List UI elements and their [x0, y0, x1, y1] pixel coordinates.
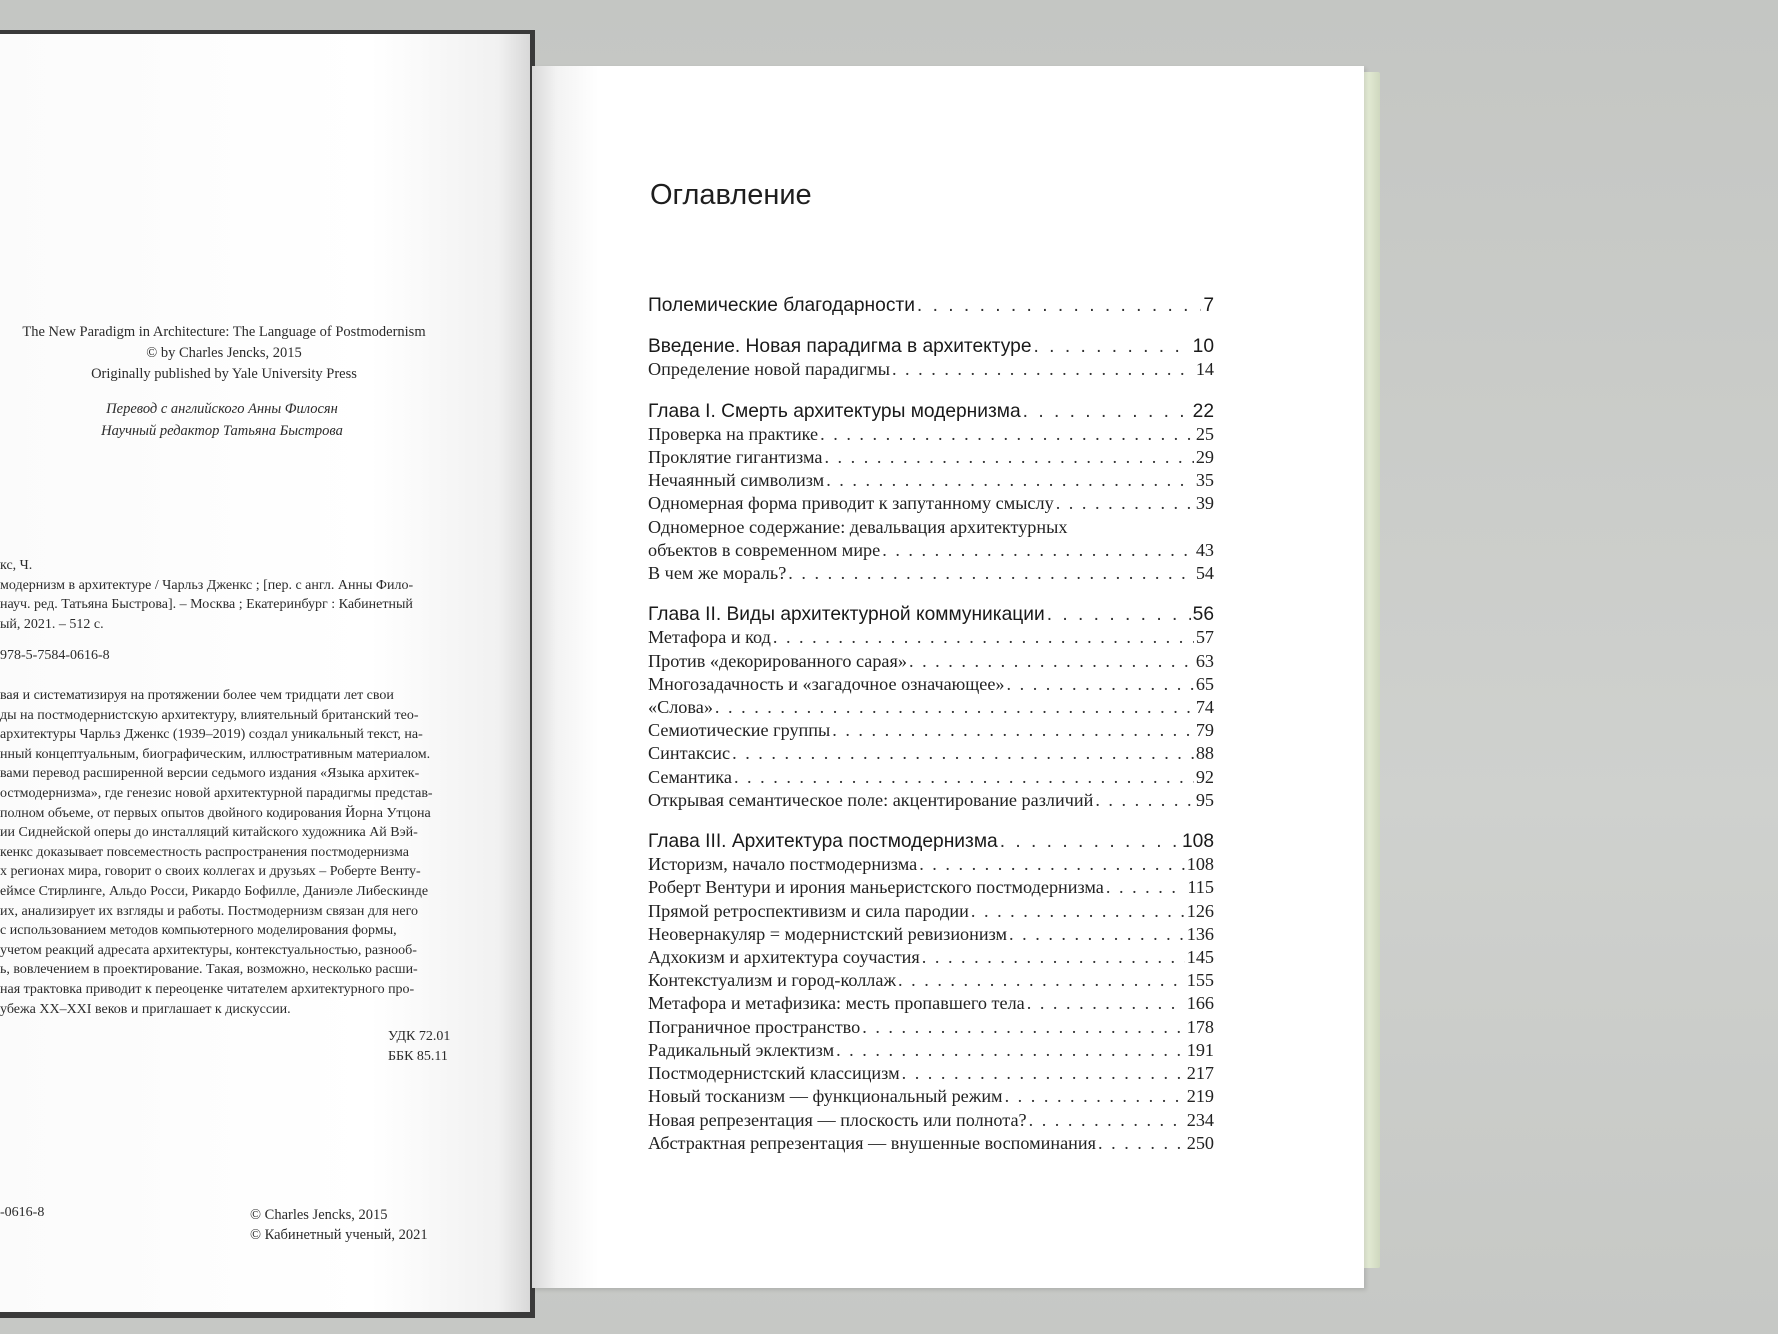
toc-section-entry — [648, 1062, 1214, 1085]
toc-section-entry — [648, 423, 1214, 446]
toc-section-entry — [648, 696, 1214, 719]
annotation-line: нный концептуальным, биографическим, иллюстративным материалом. — [0, 746, 431, 762]
toc-section-entry — [648, 1085, 1214, 1108]
toc-section-entry — [648, 562, 1214, 585]
toc-dot-leader — [836, 1039, 1185, 1062]
toc-entry-title: Новая репрезентация — плоскость или полнота? — [648, 1109, 1027, 1130]
toc-entry-title: Против «декорированного сарая» — [648, 650, 907, 671]
toc-dot-leader — [1023, 400, 1191, 423]
original-title: The New Paradigm in Architecture: The Language of Postmodernism — [22, 324, 426, 340]
toc-page-number: 191 — [1186, 1039, 1214, 1060]
toc-section-entry — [648, 853, 1214, 876]
toc-dot-leader — [1056, 492, 1194, 515]
toc-dot-leader — [971, 900, 1185, 923]
toc-entry-title: Роберт Вентури и ирония маньеристского постмодернизма — [648, 877, 1104, 898]
toc-section-entry — [648, 539, 1214, 562]
toc-dot-leader — [1000, 830, 1180, 853]
toc-entry-title: Пограничное пространство — [648, 1016, 861, 1037]
annotation-line: их, анализирует их взгляды и работы. Постмодернизм связан для него — [0, 903, 419, 919]
toc-section-entry — [648, 946, 1214, 969]
toc-entry-title: Проклятие гигантизма — [648, 447, 823, 468]
toc-page-number: 155 — [1186, 970, 1214, 991]
toc-dot-leader — [1027, 992, 1185, 1015]
toc-entry-title: Историзм, начало постмодернизма — [648, 854, 918, 875]
toc-dot-leader — [1095, 789, 1193, 812]
udk-code: УДК 72.01 — [388, 1029, 451, 1044]
toc-page-number: 74 — [1195, 697, 1214, 718]
toc-section-entry — [648, 766, 1214, 789]
toc-section-entry — [648, 923, 1214, 946]
toc-entry-title: Полемические благодарности — [648, 295, 915, 316]
toc-page-number: 250 — [1186, 1132, 1214, 1153]
toc-page-number: 10 — [1192, 336, 1214, 358]
toc-section-entry — [648, 1109, 1214, 1132]
copyright-author: © Charles Jencks, 2015 — [250, 1207, 388, 1223]
toc-page-number: 234 — [1186, 1109, 1214, 1130]
isbn-short: -0616-8 — [0, 1205, 45, 1220]
toc-page-number: 178 — [1186, 1016, 1214, 1037]
toc-page-number: 54 — [1195, 563, 1214, 584]
classification-codes — [388, 1027, 450, 1067]
toc-section-entry — [648, 469, 1214, 492]
toc-dot-leader — [1009, 923, 1185, 946]
toc-page-number: 108 — [1181, 831, 1214, 853]
right-page — [532, 66, 1364, 1288]
toc-dot-leader — [922, 946, 1185, 969]
toc-dot-leader — [1106, 876, 1186, 899]
table-of-contents — [648, 294, 1214, 1155]
toc-section-entry — [648, 626, 1214, 649]
bibliographic-record — [0, 556, 413, 634]
toc-entry-title: Абстрактная репрезентация — внушенные воспоминания — [648, 1132, 1097, 1153]
toc-entry-title: объектов в современном мире — [648, 539, 881, 560]
toc-entry-title: Семиотические группы — [648, 720, 831, 741]
toc-section-entry — [648, 969, 1214, 992]
toc-page-number: 115 — [1187, 877, 1214, 898]
editor-line: Научный редактор Татьяна Быстрова — [101, 423, 343, 439]
translation-credits — [72, 398, 372, 442]
toc-section-entry — [648, 1039, 1214, 1062]
toc-page-number: 217 — [1186, 1063, 1214, 1084]
toc-entry-title: Новый тосканизм — функциональный режим — [648, 1086, 1003, 1107]
toc-dot-leader — [1098, 1132, 1185, 1155]
annotation-line: ь, вовлечением в проектирование. Такая, возможно, несколько расши- — [0, 962, 418, 978]
toc-entry-title: Одномерная форма приводит к запутанному смыслу — [648, 493, 1054, 514]
toc-entry-title-line: Одномерное содержание: девальвация архитектурных — [648, 516, 1068, 537]
bbk-code: ББК 85.11 — [388, 1049, 448, 1064]
bib-line: кс, Ч. — [0, 558, 33, 573]
toc-page-number: 136 — [1186, 923, 1214, 944]
toc-section-entry — [648, 789, 1214, 812]
toc-page-number: 108 — [1186, 854, 1214, 875]
toc-page-number: 63 — [1195, 650, 1214, 671]
annotation-line: с использованием методов компьютерного моделирования формы, — [0, 923, 397, 939]
toc-dot-leader — [919, 853, 1185, 876]
toc-page-number: 65 — [1195, 673, 1214, 694]
toc-entry-title: Неовернакуляр = модернистский ревизионизм — [648, 923, 1008, 944]
toc-entry-title: Метафора и код — [648, 627, 771, 648]
toc-chapter-entry — [648, 400, 1214, 423]
toc-entry-title: Адхокизм и архитектура соучастия — [648, 947, 920, 968]
toc-page-number: 29 — [1195, 447, 1214, 468]
copyright-publisher: © Кабинетный ученый, 2021 — [250, 1227, 428, 1243]
toc-dot-leader — [820, 423, 1194, 446]
toc-page-number: 57 — [1195, 627, 1214, 648]
toc-dot-leader — [1047, 603, 1191, 626]
toc-chapter-entry — [648, 335, 1214, 358]
toc-entry-title: Определение новой парадигмы — [648, 359, 890, 380]
annotation-line: х регионах мира, говорит о своих коллегах и друзьях – Роберте Венту- — [0, 864, 421, 880]
annotation-line: полном объеме, от первых опытов двойного кодирования Йорна Утцона — [0, 805, 431, 821]
toc-page-number: 39 — [1195, 493, 1214, 514]
toc-section-entry — [648, 1132, 1214, 1155]
toc-section-entry — [648, 992, 1214, 1015]
toc-entry-title: Глава II. Виды архитектурной коммуникации — [648, 604, 1045, 626]
annotation-line: архитектуры Чарльз Дженкс (1939–2019) создал уникальный текст, на- — [0, 727, 423, 743]
annotation-line: убежа XX–XXI веков и приглашает к дискуссии. — [0, 1001, 291, 1017]
translator-line: Перевод с английского Анны Филосян — [106, 401, 338, 417]
toc-page-number: 25 — [1195, 423, 1214, 444]
toc-section-entry — [648, 742, 1214, 765]
toc-dot-leader — [892, 358, 1194, 381]
annotation-line: ды на постмодернистскую архитектуру, влиятельный британский тео- — [0, 707, 419, 723]
toc-dot-leader — [832, 719, 1194, 742]
toc-chapter-entry — [648, 294, 1214, 317]
left-page — [0, 34, 530, 1312]
toc-section-entry — [648, 876, 1214, 899]
toc-dot-leader — [1029, 1109, 1185, 1132]
annotation-line: кенкс доказывает повсеместность распространения постмодернизма — [0, 844, 409, 860]
toc-section-entry — [648, 358, 1214, 381]
annotation-line: ная трактовка приводит к переоценке читателем архитектурного про- — [0, 981, 415, 997]
toc-page-number: 88 — [1195, 743, 1214, 764]
toc-entry-title: Радикальный эклектизм — [648, 1039, 835, 1060]
original-copyright: © by Charles Jencks, 2015 — [146, 345, 302, 361]
toc-entry-title: Синтаксис — [648, 743, 731, 764]
toc-dot-leader — [1007, 673, 1194, 696]
toc-entry-title: Проверка на практике — [648, 423, 819, 444]
toc-page-number: 7 — [1203, 295, 1214, 316]
toc-section-entry — [648, 446, 1214, 469]
toc-dot-leader — [898, 969, 1185, 992]
toc-entry-title: В чем же мораль? — [648, 563, 787, 584]
annotation-paragraph — [0, 686, 433, 1019]
toc-dot-leader — [862, 1016, 1184, 1039]
toc-section-entry — [648, 900, 1214, 923]
toc-dot-leader — [732, 742, 1194, 765]
toc-dot-leader — [917, 294, 1201, 317]
toc-entry-title: Прямой ретроспективизм и сила пародии — [648, 900, 969, 921]
toc-dot-leader — [734, 766, 1194, 789]
annotation-line: учетом реакций адресата архитектуры, контекстуальностью, разнооб- — [0, 942, 417, 958]
bib-line: модернизм в архитектуре / Чарльз Дженкс ; [пер. с англ. Анны Фило- — [0, 577, 414, 593]
toc-page-number: 35 — [1195, 470, 1214, 491]
toc-heading: Оглавление — [650, 179, 812, 211]
toc-entry-title: Семантика — [648, 766, 732, 787]
isbn: 978-5-7584-0616-8 — [0, 648, 110, 663]
toc-dot-leader — [826, 469, 1194, 492]
toc-entry-title: Глава III. Архитектура постмодернизма — [648, 831, 998, 853]
toc-section-entry — [648, 492, 1214, 515]
toc-page-number: 219 — [1186, 1086, 1214, 1107]
toc-dot-leader — [715, 696, 1194, 719]
annotation-line: вами перевод расширенной версии седьмого издания «Языка архитек- — [0, 766, 420, 782]
toc-dot-leader — [1034, 335, 1191, 358]
bib-line: науч. ред. Татьяна Быстрова]. – Москва ; Екатеринбург : Кабинетный — [0, 597, 413, 612]
toc-dot-leader — [1005, 1085, 1185, 1108]
toc-section-entry — [648, 673, 1214, 696]
annotation-line: ии Сиднейской оперы до инсталляций китайского художника Ай Вэй- — [0, 825, 418, 841]
toc-page-number: 79 — [1195, 720, 1214, 741]
toc-entry-title: Открывая семантическое поле: акцентирование различий — [648, 789, 1094, 810]
toc-entry-title: Контекстуализм и город-коллаж — [648, 970, 897, 991]
toc-dot-leader — [788, 562, 1194, 585]
bib-line: ый, 2021. – 512 с. — [0, 616, 104, 632]
annotation-line: остмодернизма», где генезис новой архитектурной парадигмы представ- — [0, 785, 433, 801]
toc-dot-leader — [773, 626, 1194, 649]
toc-dot-leader — [882, 539, 1194, 562]
original-edition-credits — [15, 322, 433, 385]
toc-page-number: 43 — [1195, 539, 1214, 560]
copyright-block — [250, 1205, 428, 1245]
toc-section-entry — [648, 1016, 1214, 1039]
toc-entry-title: Многозадачность и «загадочное означающее» — [648, 673, 1005, 694]
toc-page-number: 126 — [1186, 900, 1214, 921]
toc-entry-title: Глава I. Смерть архитектуры модернизма — [648, 400, 1021, 422]
toc-page-number: 95 — [1195, 789, 1214, 810]
toc-chapter-entry — [648, 830, 1214, 853]
toc-section-entry — [648, 719, 1214, 742]
original-publisher: Originally published by Yale University Press — [91, 366, 357, 382]
toc-entry-title: Нечаянный символизм — [648, 470, 825, 491]
toc-dot-leader — [824, 446, 1193, 469]
toc-page-number: 56 — [1192, 604, 1214, 626]
toc-chapter-entry — [648, 603, 1214, 626]
toc-entry-title: Постмодернистский классицизм — [648, 1063, 900, 1084]
toc-dot-leader — [909, 650, 1194, 673]
annotation-line: вая и систематизируя на протяжении более чем тридцати лет свои — [0, 688, 394, 703]
toc-page-number: 145 — [1186, 947, 1214, 968]
toc-page-number: 92 — [1195, 766, 1214, 787]
toc-section-entry — [648, 650, 1214, 673]
toc-dot-leader — [902, 1062, 1185, 1085]
toc-page-number: 14 — [1195, 359, 1214, 380]
toc-entry-title: Метафора и метафизика: месть пропавшего тела — [648, 993, 1025, 1014]
toc-entry-title: Введение. Новая парадигма в архитектуре — [648, 336, 1032, 358]
toc-page-number: 22 — [1192, 400, 1214, 422]
toc-entry-title: «Слова» — [648, 697, 713, 718]
annotation-line: еймсе Стирлинге, Альдо Росси, Рикардо Бофилле, Даниэле Либескинде — [0, 883, 429, 899]
toc-page-number: 166 — [1186, 993, 1214, 1014]
